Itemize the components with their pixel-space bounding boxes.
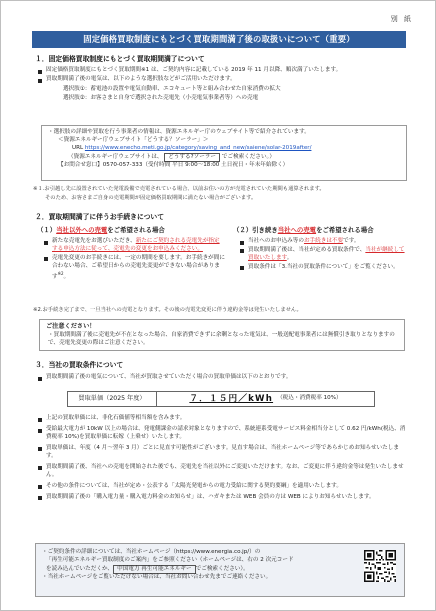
info-search-line: （資源エネルギー庁ウェブサイトは、 どうする?ソーラー でご検索ください。） — [68, 153, 275, 160]
info-line-2: ＜資源エネルギー庁ウェブサイト「どうする？ソーラー」＞ — [58, 136, 209, 143]
footer-line-4: ・当社ホームページをご覧いただけない場合は、当社お問い合わせ先までご連絡ください。 — [42, 573, 272, 580]
contact-line: 【お問合せ窓口】0570-057-333（受付時間 平日 9:00～18:00 土日祝日・年末年始除く） — [58, 161, 289, 168]
caution-body: ・買取期間満了後に売電先が不在となった場合、自家消費できずに余剰となった電気は、一般送配電事業者には無償引き取りとなりますので、売電先変更の際はご注意ください。 — [48, 331, 395, 346]
search-term-box: どうする?ソーラー — [164, 153, 220, 162]
section3-bullet-6: 買取期間満了後の「購入電力量・購入電力料金のお知らせ」は、ハガキまたは WEB 会員の方は WEB によりお知らせいたします。 — [37, 494, 409, 502]
qr-code-icon[interactable] — [364, 550, 396, 582]
section3-bullet-5: その他の条件については、当社が定め・公表する「太陽光発電からの電力受給に関する契約要綱」を適用いたします。 — [37, 483, 409, 491]
footer-line-3: を読み込んでいただくか、 中国電力 再生可能エネルギー でご検索ください）。 — [46, 565, 249, 572]
option-1: 選択肢①：蓄電池の設置や電気自動車、エコキュート等と組み合わせた自家消費の拡大 — [63, 85, 281, 92]
section3-heading: ３．当社の買取条件について — [35, 361, 124, 369]
procedure-continue-bullet-2: 買取期間満了後は、当社が定める買取条件で、当社が継続して買取いたします。 — [239, 247, 405, 263]
note-1b: そのため、お客さまご自身の売電期間が固定価格買取期間に満たない場合がございます。 — [45, 195, 257, 201]
section3-bullets — [37, 415, 409, 501]
procedure-other-bullet-1: 新たな売電先をお選びいただき、新たにご契約される売電先が指定する申込方法に従って、売電先の変更をお申込みください。 — [43, 238, 225, 254]
footer-text — [42, 549, 352, 582]
section3-intro-wrap — [37, 374, 409, 382]
note-1: ※１.お引越し先に設置されていた発電設備で売電されている場合、以前お住いの方が売電されていた期間も通算されます。 — [33, 186, 325, 192]
procedure-other-title: （１）当社以外への売電をご希望される場合 — [37, 226, 165, 234]
info-box — [41, 125, 407, 181]
caution-title: ご注意ください！ — [46, 323, 96, 330]
procedure-other-bullet-2: 売電先変更のお手続きには、一定の期間を要します。お手続きが間に合わない場合、ご希望日からの売電先変更ができない場合があります$^{※2}$。 — [43, 255, 225, 282]
url-prefix: URL — [72, 144, 84, 151]
appendix-label: 別 紙 — [390, 15, 413, 23]
page-title: 固定価格買取制度にもとづく買取期間満了後の取扱いについて（重要） — [83, 33, 355, 44]
footer-line-1: ・ご契約条件の詳細については、当社ホームページ（https://www.energia.co.jp/）の — [42, 549, 261, 555]
section3-bullet-1: 上記の買取単価には、非化石価値等相当額を含みます。 — [37, 415, 409, 423]
section1-bullet-1: 固定価格買取制度にもとづく買取期間※1 は、ご契約内容に記載している 2019 年 11 月以降、順次満了いたします。 — [37, 67, 409, 75]
procedure-continue-bullet-1: 当社へのお申込み等のお手続きは不要です。 — [239, 238, 405, 246]
section1-heading: １．固定価格買取制度にもとづく買取期間満了について — [35, 55, 205, 63]
info-url-line — [48, 145, 400, 153]
procedure-continue-title: （２）引き続き当社への売電をご希望される場合 — [233, 226, 374, 234]
caution-box — [39, 319, 405, 351]
section1-body — [37, 67, 409, 103]
section2-heading: ２．買取期間満了に伴うお手続きについて — [35, 213, 165, 221]
procedure-continue-bullet-3: 買取条件は「3.当社の買取条件について」をご覧ください。 — [239, 264, 405, 272]
section3-intro: 買取期間満了後の電気について、当社が買取させていただく場合の買取単価は以下のとおりです。 — [37, 374, 409, 382]
footer-line-2: 「再生可能エネルギー買取制度のご案内」をご参照ください（ホームページは、右の 2 次元コード — [46, 556, 294, 563]
price-value-cell — [157, 391, 375, 407]
price-label: 買取単価（2025 年度） — [67, 391, 157, 407]
procedure-continue — [233, 226, 405, 272]
option-2: 選択肢②：お客さまと自身で選択された売電先（小売電気事業者等）への売電 — [63, 94, 259, 101]
info-line-1: ・選択肢の詳細や買取を行う事業者の情報は、資源エネルギー庁のウェブサイト等で紹介されています。 — [48, 129, 310, 135]
section3-bullet-4: 買取期間満了後、当社への売電を開始された後でも、売電先を当社以外にご変更いただけます。なお、ご変更に伴う違約金等は発生いたしません。 — [37, 464, 409, 480]
price-tax: （税込・消費税率 10%） — [277, 395, 342, 402]
procedure-other-company — [37, 226, 225, 281]
page-title-banner — [32, 31, 406, 48]
footer-info-box — [35, 543, 405, 597]
price-value: ７．１５円／kWh — [189, 393, 274, 404]
section1-bullet-2: 買取期間満了後の電気は、以下のような選択肢などがご活用いただけます。 — [37, 76, 409, 84]
section3-bullet-2: 受給最大電力が 10kW 以上の場合は、発電側課金の請求対象となりますので、系統連系受電サービス料金相当分として 0.62 円/kWh(税込、消費税率 10%)を買取単価に転嫁（上乗せ）いたします。 — [37, 426, 409, 442]
footer-search-term: 中国電力 再生可能エネルギー — [113, 565, 196, 574]
section3-bullet-3: 買取単価は、年度（4 月～翌年 3 月）ごとに見直す可能性がございます。見直す場合は、当社ホームページ等であらかじめお知らせいたします。 — [37, 445, 409, 461]
enecho-url-link[interactable]: https://www.enecho.meti.go.jp/category/saving_and_new/saiene/solar-2019after/ — [84, 144, 312, 151]
price-table — [67, 391, 375, 407]
note-2: ※2.お手続き完了まで、一旦当社への売電となります。その後の売電先変更に伴う違約金等は発生いたしません。 — [33, 307, 302, 313]
